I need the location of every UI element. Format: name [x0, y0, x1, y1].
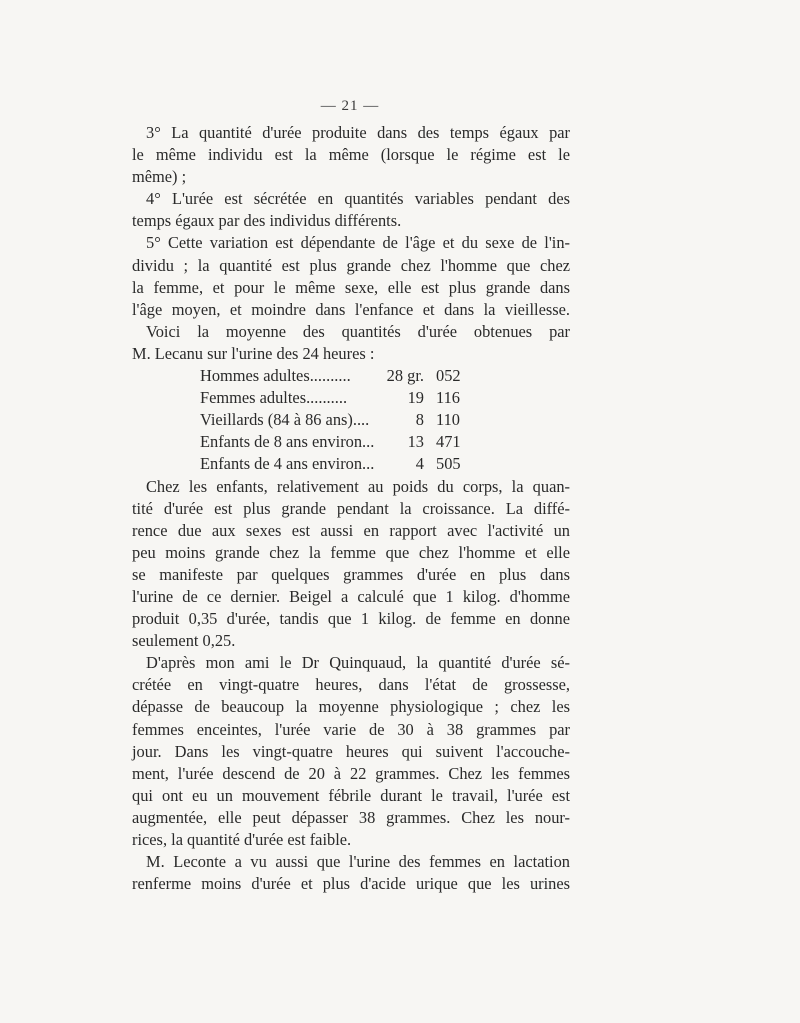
text-line: jour. Dans les vingt-quatre heures qui suivent l'accouche-	[132, 741, 570, 761]
text-line: augmentée, elle peut dépasser 38 grammes. Chez les nour-	[132, 807, 570, 827]
text-line: crétée en vingt-quatre heures, dans l'état de grossesse,	[132, 675, 570, 695]
text-line: se manifeste par quelques grammes d'urée en plus dans	[132, 564, 570, 584]
text-line: M. Leconte a vu aussi que l'urine des femmes en lactation	[146, 852, 570, 872]
paragraph	[132, 122, 570, 188]
text-line: produit 0,35 d'urée, tandis que 1 kilog. de femme en donne	[132, 609, 570, 629]
text-line: Voici la moyenne des quantités d'urée obtenues par	[146, 321, 570, 341]
text-line: l'âge moyen, et moindre dans l'enfance et dans la vieillesse.	[132, 299, 570, 319]
text-line: 4° L'urée est sécrétée en quantités variables pendant des	[146, 189, 570, 209]
table-label: Enfants de 4 ans environ...	[200, 454, 375, 474]
page-number: — 21 —	[320, 98, 380, 114]
table-grams: 8	[415, 410, 424, 430]
text-line: 5° Cette variation est dépendante de l'âge et du sexe de l'in-	[146, 233, 570, 253]
table-row	[132, 431, 570, 453]
text-line: même) ;	[132, 167, 187, 187]
paragraph	[132, 476, 570, 653]
text-line: ment, l'urée descend de 20 à 22 grammes. Chez les femmes	[132, 763, 570, 783]
table-label: Hommes adultes..........	[200, 366, 351, 386]
paragraph	[132, 188, 570, 232]
paragraph	[132, 652, 570, 851]
table-decimals: 110	[436, 410, 460, 430]
table-label: Vieillards (84 à 86 ans)....	[200, 410, 370, 430]
text-line: dépasse de beaucoup la moyenne physiologique ; chez les	[132, 697, 570, 717]
table-row	[132, 387, 570, 409]
text-line: renferme moins d'urée et plus d'acide urique que les urines	[132, 874, 570, 894]
text-line: Chez les enfants, relativement au poids du corps, la quan-	[146, 476, 570, 496]
text-line: la femme, et pour le même sexe, elle est plus grande dans	[132, 277, 570, 297]
text-line: le même individu est la même (lorsque le régime est le	[132, 145, 570, 165]
text-line: rices, la quantité d'urée est faible.	[132, 830, 352, 849]
paragraph	[132, 851, 570, 895]
table-decimals: 116	[436, 388, 460, 408]
table-label: Enfants de 8 ans environ...	[200, 432, 375, 452]
text-line: rence due aux sexes est aussi en rapport avec l'activité un	[132, 520, 570, 540]
table-label: Femmes adultes..........	[200, 388, 348, 408]
text-line: dividu ; la quantité est plus grande chez l'homme que chez	[132, 255, 570, 275]
text-line: qui ont eu un mouvement fébrile durant le travail, l'urée est	[132, 785, 570, 805]
paragraph	[132, 321, 570, 365]
text-line: femmes enceintes, l'urée varie de 30 à 38 grammes par	[132, 719, 570, 739]
text-line: D'après mon ami le Dr Quinquaud, la quantité d'urée sé-	[146, 653, 570, 673]
text-line: tité d'urée est plus grande pendant la croissance. La diffé-	[132, 498, 570, 518]
text-line: seulement 0,25.	[132, 631, 236, 651]
table-grams: 13	[407, 432, 424, 452]
text-line: l'urine de ce dernier. Beigel a calculé que 1 kilog. d'homme	[132, 586, 570, 606]
table-row	[132, 453, 570, 475]
table-grams: 19	[407, 388, 424, 408]
table-row	[132, 365, 570, 387]
text-line: peu moins grande chez la femme que chez l'homme et elle	[132, 542, 570, 562]
urea-table	[132, 365, 570, 475]
paragraph	[132, 232, 570, 320]
text-line: temps égaux par des individus différents.	[132, 211, 402, 231]
text-line: M. Lecanu sur l'urine des 24 heures :	[132, 343, 375, 363]
body-text	[132, 122, 570, 895]
table-decimals: 471	[436, 432, 461, 452]
text-line: 3° La quantité d'urée produite dans des temps égaux par	[146, 123, 570, 142]
table-grams: 4	[415, 454, 424, 474]
table-row	[132, 409, 570, 431]
table-decimals: 052	[436, 366, 461, 386]
table-decimals: 505	[436, 454, 461, 474]
table-grams: 28 gr.	[386, 366, 424, 386]
